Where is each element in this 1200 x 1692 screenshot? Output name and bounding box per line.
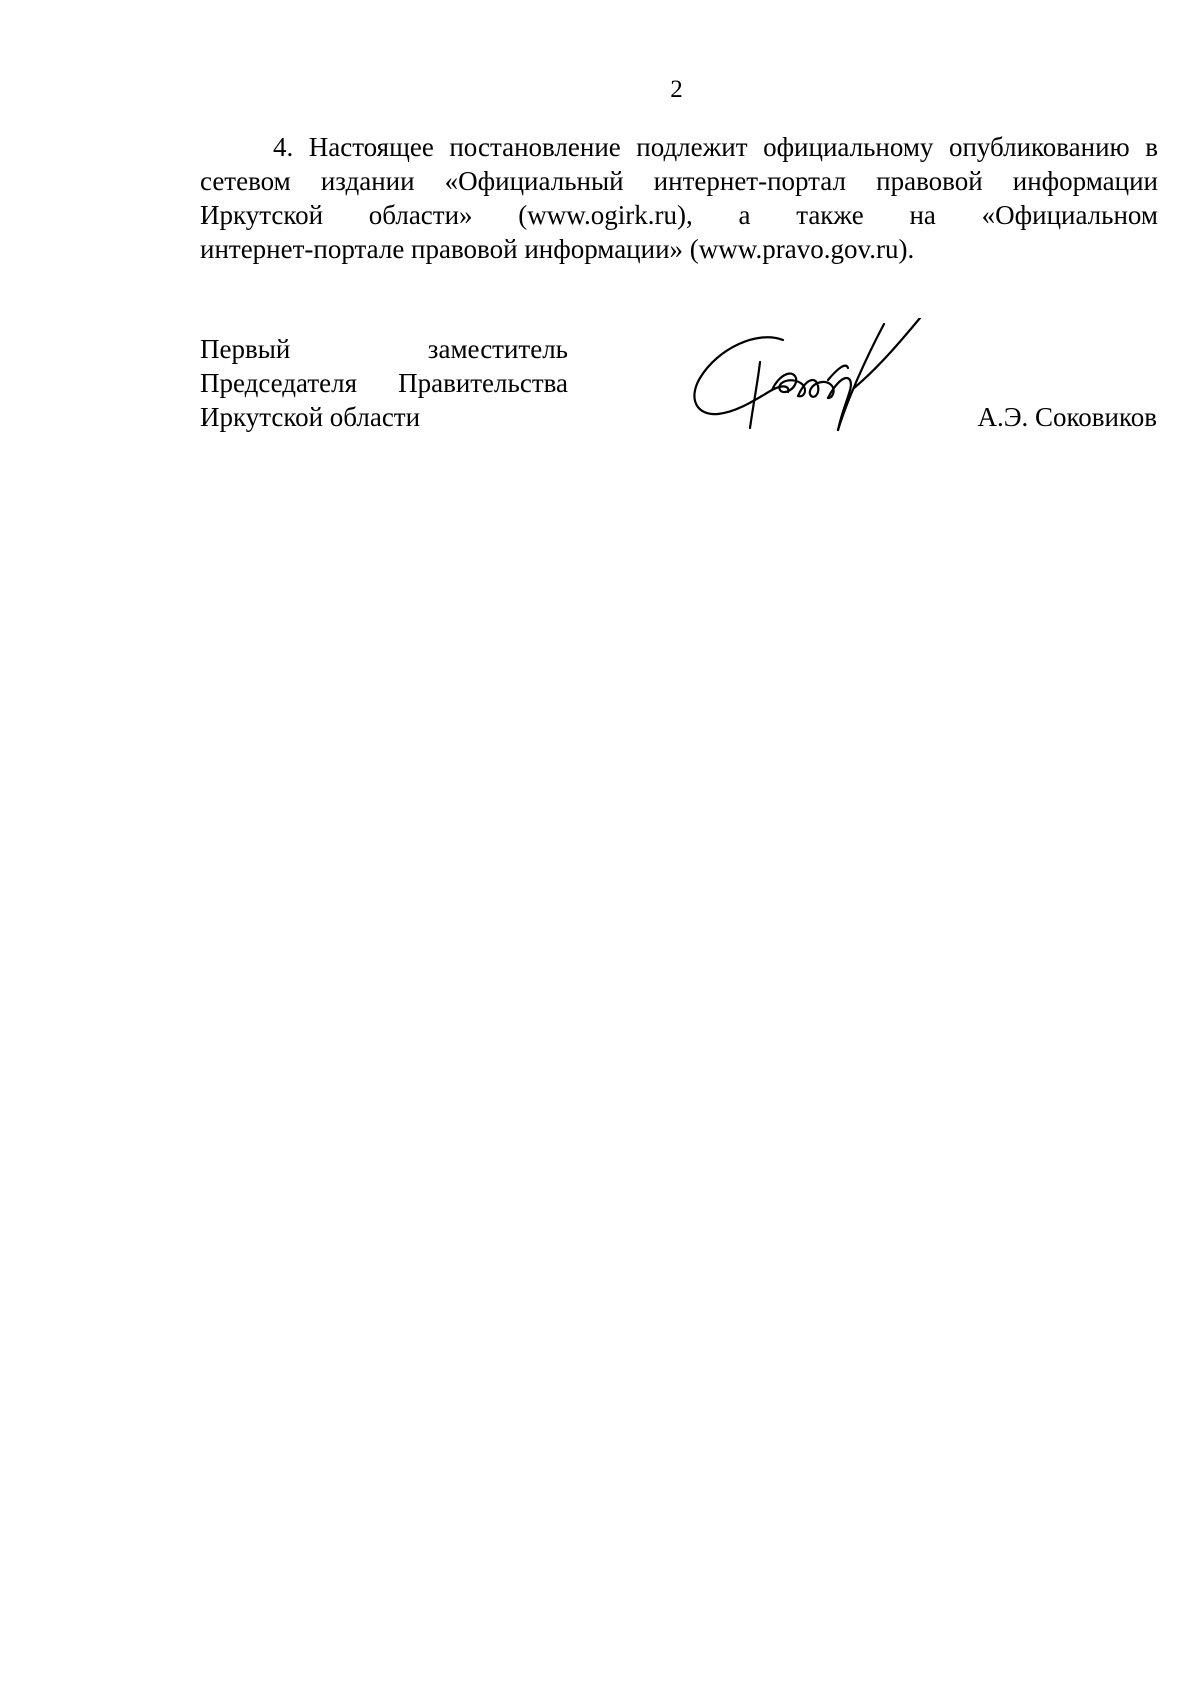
signatory-position-line: Председателя Правительства (200, 368, 568, 398)
page-number: 2 (670, 76, 683, 103)
paragraph-line: сетевом издании «Официальный интернет-портал правовой информации (200, 166, 1158, 196)
signatory-position (200, 332, 568, 434)
publication-paragraph (200, 130, 1158, 266)
paragraph-line: интернет-портале правовой информации» (www.pravo.gov.ru). (200, 234, 915, 264)
paragraph-line: 4. Настоящее постановление подлежит официальному опубликованию в (273, 132, 1158, 162)
signatory-position-line: Первый заместитель (200, 334, 568, 364)
signer-name: А.Э. Соковиков (977, 402, 1157, 432)
handwritten-signature (688, 318, 938, 448)
paragraph-line: Иркутской области» (www.ogirk.ru), а также на «Официальном (200, 200, 1158, 230)
signatory-position-line: Иркутской области (200, 402, 421, 432)
